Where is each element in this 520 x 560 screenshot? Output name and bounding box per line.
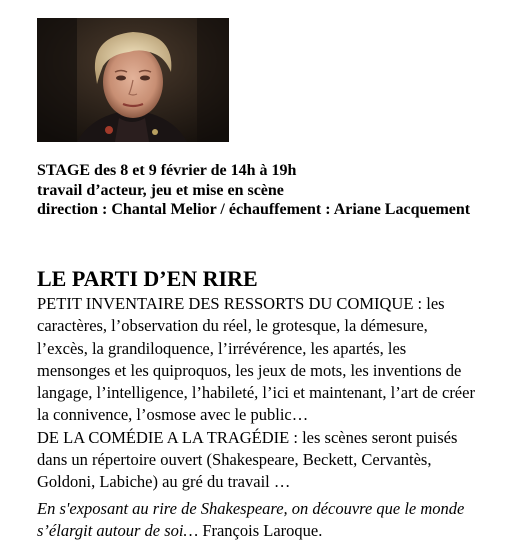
- stage-topic: travail d’acteur, jeu et mise en scène: [37, 181, 284, 199]
- page-title: LE PARTI D’EN RIRE: [37, 266, 258, 291]
- stage-details: [37, 161, 487, 220]
- description: [37, 293, 481, 494]
- comedie-paragraph: DE LA COMÉDIE A LA TRAGÉDIE : les scènes seront puisés dans un répertoire ouvert (Shakespeare, Beckett, Cervantès, Goldoni, Labiche) au gré du travail …: [37, 427, 458, 492]
- quote-author: François Laroque.: [198, 521, 323, 540]
- stage-direction: direction : Chantal Melior / échauffement : Ariane Lacquement: [37, 201, 471, 218]
- inventaire-paragraph: PETIT INVENTAIRE DES RESSORTS DU COMIQUE : les caractères, l’observation du réel, le grotesque, la démesure, l’excès, la grandiloquence, l’irrévérence, les apartés, les mensonges et les quiproquos, les jeux de mots, les inventions de langage, l’intelligence, l’habileté, l’ici et maintenant, l’art de créer la connivence, l’osmose avec le public…: [37, 294, 475, 425]
- quote: [37, 498, 487, 542]
- stage-dates: STAGE des 8 et 9 février de 14h à 19h: [37, 162, 297, 179]
- portrait-image: [37, 18, 229, 142]
- quote-text: En s'exposant au rire de Shakespeare, on découvre que le monde s’élargit autour de soi…: [37, 499, 465, 540]
- portrait-photo: [37, 18, 229, 142]
